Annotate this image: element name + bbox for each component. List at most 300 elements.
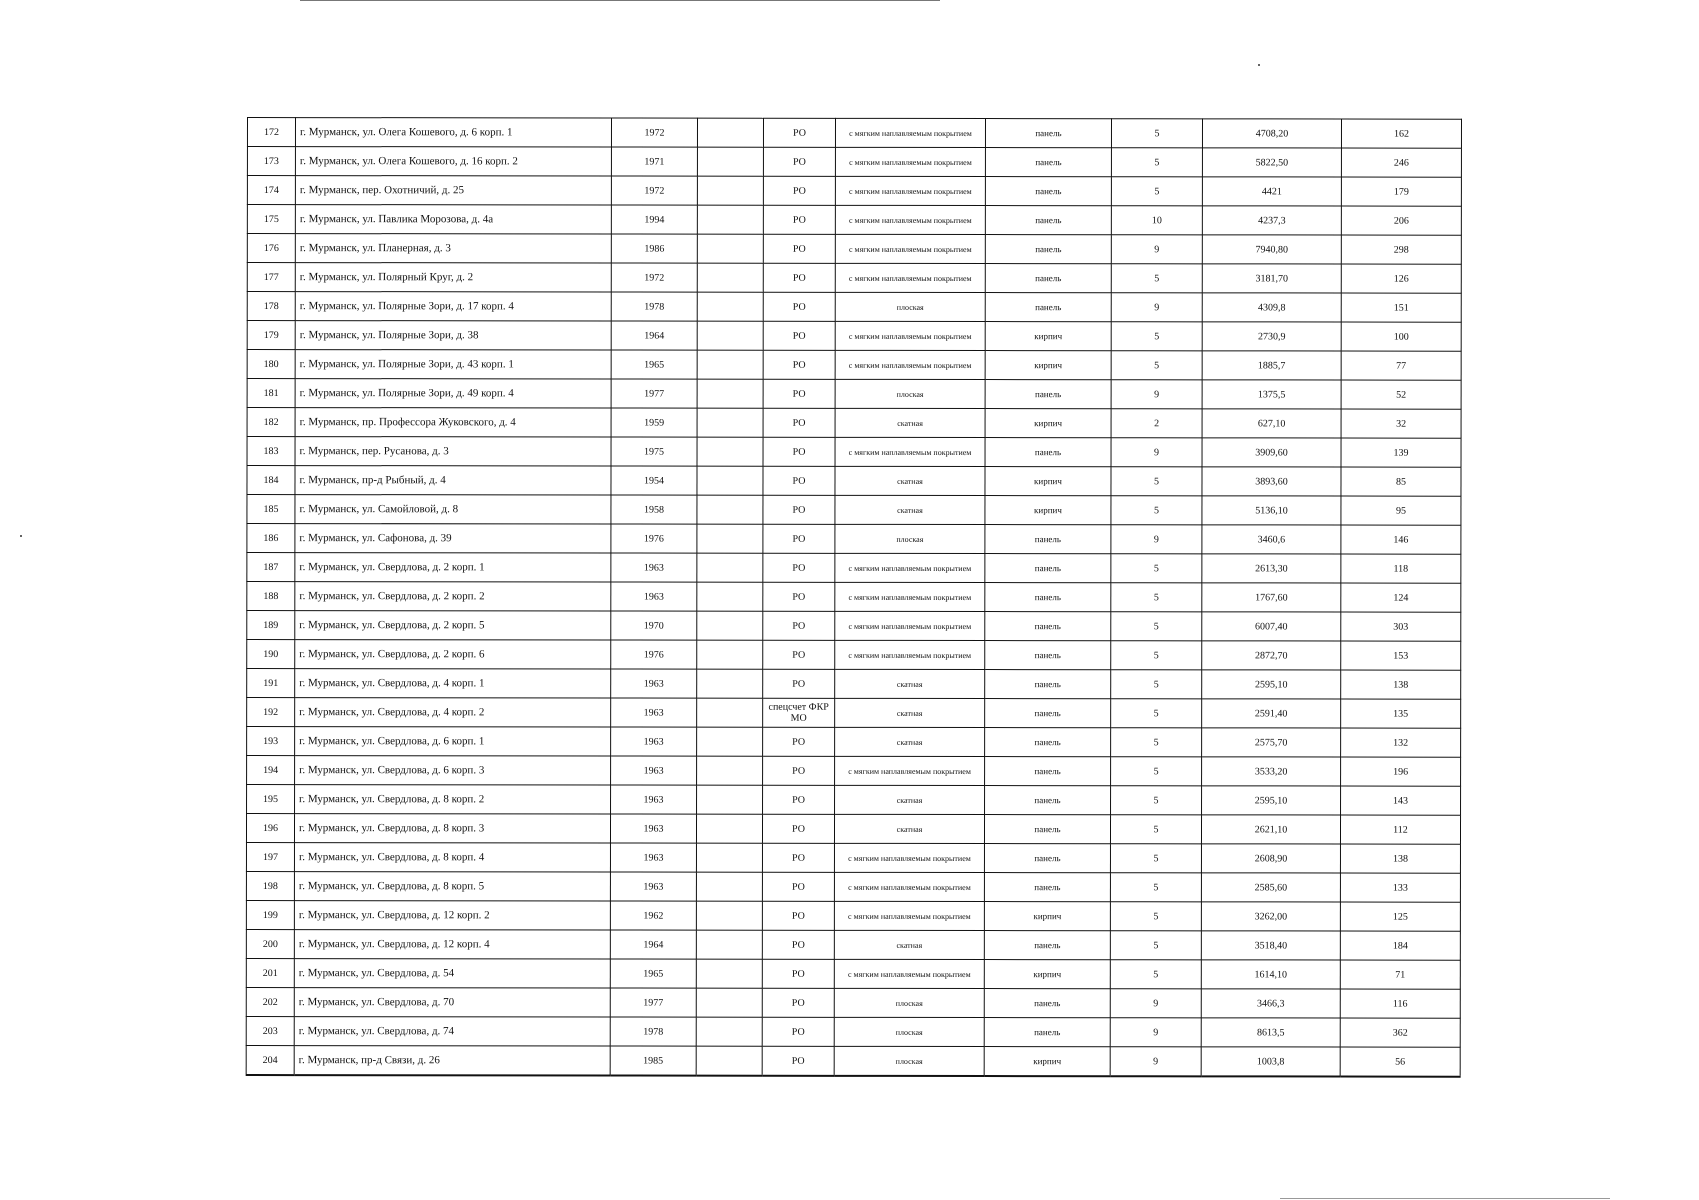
cell-residents: 85: [1341, 467, 1461, 496]
table-row: [246, 814, 1460, 845]
cell-area: 2730,9: [1202, 322, 1341, 351]
cell-wall-material: панель: [985, 583, 1111, 612]
cell-row-number: 198: [246, 871, 294, 900]
cell-roof-type: скатная: [835, 408, 985, 437]
cell-address: г. Мурманск, ул. Полярные Зори, д. 17 корп. 4: [295, 292, 611, 321]
cell-wall-material: панель: [985, 612, 1111, 641]
cell-wall-material: панель: [984, 931, 1110, 960]
cell-address: г. Мурманск, ул. Олега Кошевого, д. 16 корп. 2: [295, 147, 611, 176]
cell-row-number: 195: [247, 785, 295, 814]
cell-residents: 71: [1340, 960, 1460, 989]
table-row: [247, 524, 1461, 555]
cell-residents: 32: [1341, 409, 1461, 438]
table-row: [247, 176, 1461, 207]
table-row: [247, 785, 1461, 816]
cell-floors: 5: [1111, 670, 1202, 699]
table-row: [246, 871, 1460, 902]
table-row: [247, 669, 1461, 700]
cell-roof-type: плоская: [835, 524, 985, 553]
cell-area: 2585,60: [1201, 873, 1340, 902]
cell-roof-type: плоская: [835, 379, 985, 408]
table-row: [247, 640, 1461, 671]
cell-address: г. Мурманск, ул. Свердлова, д. 4 корп. 1: [295, 669, 611, 698]
cell-empty: [697, 379, 763, 408]
cell-area: 4708,20: [1202, 119, 1341, 148]
table-row: [247, 698, 1461, 729]
cell-fund-method: РО: [763, 640, 835, 669]
scan-speck: [20, 535, 22, 537]
cell-row-number: 191: [247, 669, 295, 698]
cell-area: 1375,5: [1202, 380, 1341, 409]
cell-residents: 138: [1341, 670, 1461, 699]
cell-residents: 153: [1341, 641, 1461, 670]
cell-empty: [697, 785, 763, 814]
cell-wall-material: кирпич: [985, 351, 1111, 380]
cell-residents: 133: [1340, 873, 1460, 902]
table-row: [247, 495, 1461, 526]
table-row: [247, 466, 1461, 497]
cell-address: г. Мурманск, ул. Свердлова, д. 6 корп. 1: [295, 727, 611, 756]
cell-residents: 112: [1340, 815, 1460, 844]
table-row: [247, 321, 1461, 352]
cell-fund-method: РО: [762, 1017, 834, 1046]
cell-row-number: 184: [247, 466, 295, 495]
cell-fund-method: РО: [763, 582, 835, 611]
cell-empty: [697, 147, 763, 176]
cell-year-built: 1963: [611, 785, 697, 814]
cell-address: г. Мурманск, ул. Свердлова, д. 2 корп. 6: [295, 640, 611, 669]
cell-area: 8613,5: [1201, 1018, 1340, 1047]
cell-floors: 5: [1110, 960, 1201, 989]
cell-floors: 5: [1111, 264, 1202, 293]
cell-fund-method: РО: [763, 176, 835, 205]
cell-wall-material: панель: [985, 235, 1111, 264]
cell-wall-material: кирпич: [985, 467, 1111, 496]
cell-address: г. Мурманск, пр. Профессора Жуковского, д. 4: [295, 408, 611, 437]
cell-roof-type: с мягким наплавляемым покрытием: [835, 756, 985, 785]
cell-fund-method: РО: [763, 292, 835, 321]
cell-floors: 9: [1111, 235, 1202, 264]
cell-address: г. Мурманск, ул. Полярные Зори, д. 49 корп. 4: [295, 379, 611, 408]
cell-empty: [697, 582, 763, 611]
cell-wall-material: панель: [984, 815, 1110, 844]
cell-residents: 362: [1340, 1018, 1460, 1047]
cell-wall-material: панель: [985, 293, 1111, 322]
cell-residents: 77: [1341, 351, 1461, 380]
cell-area: 3533,20: [1202, 757, 1341, 786]
cell-residents: 303: [1341, 612, 1461, 641]
cell-wall-material: панель: [984, 844, 1110, 873]
cell-fund-method: РО: [763, 524, 835, 553]
cell-year-built: 1985: [610, 1046, 696, 1076]
table-row: [246, 1016, 1460, 1047]
cell-year-built: 1963: [611, 582, 697, 611]
cell-floors: 5: [1110, 844, 1201, 873]
cell-row-number: 181: [247, 379, 295, 408]
cell-roof-type: скатная: [835, 698, 985, 727]
cell-fund-method: РО: [762, 1046, 834, 1076]
cell-fund-method: РО: [762, 872, 834, 901]
cell-residents: 95: [1341, 496, 1461, 525]
cell-wall-material: панель: [985, 119, 1111, 148]
cell-empty: [697, 408, 763, 437]
cell-area: 2595,10: [1202, 786, 1341, 815]
cell-floors: 9: [1111, 525, 1202, 554]
cell-residents: 132: [1341, 728, 1461, 757]
cell-residents: 196: [1341, 757, 1461, 786]
cell-empty: [697, 698, 763, 727]
cell-year-built: 1971: [611, 147, 697, 176]
cell-row-number: 188: [247, 582, 295, 611]
cell-roof-type: с мягким наплавляемым покрытием: [835, 582, 985, 611]
cell-address: г. Мурманск, ул. Олега Кошевого, д. 6 корп. 1: [295, 118, 611, 147]
cell-fund-method: РО: [762, 959, 834, 988]
cell-year-built: 1964: [610, 930, 696, 959]
cell-area: 4237,3: [1202, 206, 1341, 235]
cell-area: 1003,8: [1201, 1047, 1340, 1077]
cell-residents: 124: [1341, 583, 1461, 612]
cell-floors: 9: [1110, 1047, 1201, 1077]
cell-wall-material: панель: [985, 148, 1111, 177]
cell-year-built: 1963: [610, 843, 696, 872]
cell-fund-method: РО: [763, 205, 835, 234]
cell-residents: 135: [1341, 699, 1461, 728]
table-row: [247, 350, 1461, 381]
cell-roof-type: плоская: [834, 1046, 984, 1076]
cell-residents: 139: [1341, 438, 1461, 467]
cell-fund-method: РО: [762, 814, 834, 843]
cell-address: г. Мурманск, ул. Свердлова, д. 12 корп. 4: [294, 930, 610, 959]
cell-row-number: 200: [246, 929, 294, 958]
cell-roof-type: с мягким наплавляемым покрытием: [835, 205, 985, 234]
cell-fund-method: РО: [763, 234, 835, 263]
cell-area: 5136,10: [1202, 496, 1341, 525]
cell-wall-material: панель: [985, 670, 1111, 699]
cell-floors: 5: [1111, 496, 1202, 525]
cell-area: 3466,3: [1201, 989, 1340, 1018]
cell-row-number: 179: [247, 321, 295, 350]
cell-empty: [697, 466, 763, 495]
cell-roof-type: с мягким наплавляемым покрытием: [835, 118, 985, 147]
cell-residents: 56: [1340, 1047, 1460, 1077]
cell-area: 2872,70: [1202, 641, 1341, 670]
cell-area: 1767,60: [1202, 583, 1341, 612]
cell-row-number: 178: [247, 292, 295, 321]
cell-empty: [697, 611, 763, 640]
cell-floors: 5: [1111, 583, 1202, 612]
cell-roof-type: скатная: [834, 930, 984, 959]
cell-year-built: 1964: [611, 321, 697, 350]
cell-year-built: 1986: [611, 234, 697, 263]
cell-address: г. Мурманск, ул. Планерная, д. 3: [295, 234, 611, 263]
cell-residents: 246: [1341, 148, 1461, 177]
scan-speck: [1258, 64, 1260, 66]
cell-floors: 5: [1110, 931, 1201, 960]
cell-floors: 5: [1111, 786, 1202, 815]
cell-year-built: 1959: [611, 408, 697, 437]
cell-roof-type: с мягким наплавляемым покрытием: [835, 234, 985, 263]
cell-wall-material: панель: [985, 177, 1111, 206]
cell-residents: 184: [1340, 931, 1460, 960]
cell-year-built: 1975: [611, 437, 697, 466]
cell-address: г. Мурманск, ул. Свердлова, д. 2 корп. 2: [295, 582, 611, 611]
cell-address: г. Мурманск, ул. Павлика Морозова, д. 4а: [295, 205, 611, 234]
cell-area: 2621,10: [1201, 815, 1340, 844]
cell-wall-material: панель: [985, 380, 1111, 409]
table-row: [247, 379, 1461, 410]
cell-fund-method: РО: [762, 930, 834, 959]
cell-floors: 5: [1111, 119, 1202, 148]
cell-fund-method: РО: [763, 263, 835, 292]
cell-row-number: 177: [247, 263, 295, 292]
cell-roof-type: скатная: [835, 727, 985, 756]
cell-fund-method: РО: [763, 147, 835, 176]
table-row: [247, 553, 1461, 584]
cell-area: 3181,70: [1202, 264, 1341, 293]
cell-year-built: 1994: [611, 205, 697, 234]
cell-residents: 125: [1340, 902, 1460, 931]
cell-year-built: 1978: [611, 292, 697, 321]
cell-row-number: 186: [247, 524, 295, 553]
cell-row-number: 182: [247, 408, 295, 437]
cell-year-built: 1963: [611, 756, 697, 785]
cell-roof-type: скатная: [835, 466, 985, 495]
cell-row-number: 192: [247, 698, 295, 727]
cell-row-number: 193: [247, 727, 295, 756]
cell-empty: [697, 263, 763, 292]
cell-roof-type: с мягким наплавляемым покрытием: [835, 263, 985, 292]
cell-row-number: 199: [246, 900, 294, 929]
cell-roof-type: скатная: [835, 669, 985, 698]
cell-area: 4309,8: [1202, 293, 1341, 322]
cell-floors: 9: [1111, 293, 1202, 322]
cell-residents: 143: [1341, 786, 1461, 815]
cell-address: г. Мурманск, ул. Полярный Круг, д. 2: [295, 263, 611, 292]
cell-wall-material: панель: [985, 554, 1111, 583]
cell-address: г. Мурманск, ул. Самойловой, д. 8: [295, 495, 611, 524]
cell-address: г. Мурманск, ул. Свердлова, д. 8 корп. 5: [294, 872, 610, 901]
cell-wall-material: панель: [984, 873, 1110, 902]
cell-area: 2591,40: [1202, 699, 1341, 728]
cell-address: г. Мурманск, пр-д Рыбный, д. 4: [295, 466, 611, 495]
cell-floors: 5: [1111, 322, 1202, 351]
cell-empty: [696, 988, 762, 1017]
cell-row-number: 180: [247, 350, 295, 379]
cell-row-number: 176: [247, 234, 295, 263]
cell-area: 6007,40: [1202, 612, 1341, 641]
cell-floors: 5: [1111, 757, 1202, 786]
cell-floors: 5: [1111, 728, 1202, 757]
cell-empty: [696, 901, 762, 930]
cell-address: г. Мурманск, ул. Свердлова, д. 2 корп. 5: [295, 611, 611, 640]
cell-roof-type: с мягким наплавляемым покрытием: [835, 321, 985, 350]
cell-empty: [697, 321, 763, 350]
cell-address: г. Мурманск, ул. Сафонова, д. 39: [295, 524, 611, 553]
cell-year-built: 1978: [610, 1017, 696, 1046]
cell-residents: 116: [1340, 989, 1460, 1018]
cell-residents: 146: [1341, 525, 1461, 554]
cell-empty: [697, 756, 763, 785]
cell-row-number: 172: [247, 118, 295, 147]
cell-year-built: 1963: [610, 814, 696, 843]
table-row: [247, 263, 1461, 294]
cell-wall-material: кирпич: [985, 496, 1111, 525]
housing-registry-table: [246, 117, 1462, 1078]
cell-floors: 5: [1111, 612, 1202, 641]
cell-floors: 5: [1111, 351, 1202, 380]
cell-year-built: 1972: [611, 263, 697, 292]
cell-fund-method: РО: [763, 466, 835, 495]
cell-roof-type: с мягким наплавляемым покрытием: [835, 147, 985, 176]
cell-roof-type: с мягким наплавляемым покрытием: [834, 901, 984, 930]
cell-fund-method: РО: [763, 321, 835, 350]
cell-year-built: 1963: [611, 553, 697, 582]
cell-fund-method: РО: [763, 727, 835, 756]
cell-address: г. Мурманск, ул. Свердлова, д. 4 корп. 2: [295, 698, 611, 727]
cell-year-built: 1976: [611, 524, 697, 553]
table-row: [247, 205, 1461, 236]
cell-year-built: 1977: [610, 988, 696, 1017]
table-row: [246, 900, 1460, 931]
cell-row-number: 201: [246, 958, 294, 987]
cell-fund-method: РО: [763, 408, 835, 437]
cell-empty: [696, 1046, 762, 1076]
cell-address: г. Мурманск, ул. Свердлова, д. 74: [294, 1017, 610, 1046]
cell-fund-method: РО: [763, 669, 835, 698]
cell-year-built: 1963: [611, 727, 697, 756]
table-row: [247, 147, 1461, 178]
cell-year-built: 1963: [611, 698, 697, 727]
cell-wall-material: панель: [985, 641, 1111, 670]
cell-roof-type: с мягким наплавляемым покрытием: [835, 553, 985, 582]
cell-fund-method: РО: [763, 611, 835, 640]
cell-wall-material: панель: [985, 264, 1111, 293]
table-row: [247, 727, 1461, 758]
cell-residents: 118: [1341, 554, 1461, 583]
cell-address: г. Мурманск, ул. Свердлова, д. 12 корп. 2: [294, 901, 610, 930]
cell-empty: [697, 669, 763, 698]
cell-wall-material: панель: [985, 728, 1111, 757]
cell-year-built: 1963: [610, 872, 696, 901]
cell-area: 2613,30: [1202, 554, 1341, 583]
cell-fund-method: РО: [762, 988, 834, 1017]
cell-year-built: 1972: [611, 118, 697, 147]
cell-empty: [697, 350, 763, 379]
cell-row-number: 196: [246, 814, 294, 843]
table-row: [246, 929, 1460, 960]
cell-residents: 52: [1341, 380, 1461, 409]
cell-floors: 10: [1111, 206, 1202, 235]
cell-address: г. Мурманск, ул. Свердлова, д. 8 корп. 4: [294, 843, 610, 872]
cell-address: г. Мурманск, ул. Свердлова, д. 70: [294, 988, 610, 1017]
cell-fund-method: РО: [763, 437, 835, 466]
table-row: [247, 582, 1461, 613]
cell-row-number: 189: [247, 611, 295, 640]
cell-roof-type: плоская: [834, 988, 984, 1017]
cell-area: 2595,10: [1202, 670, 1341, 699]
cell-roof-type: с мягким наплавляемым покрытием: [835, 176, 985, 205]
cell-row-number: 204: [246, 1045, 294, 1075]
table-body: [246, 118, 1461, 1077]
cell-floors: 2: [1111, 409, 1202, 438]
cell-wall-material: панель: [984, 1018, 1110, 1047]
cell-empty: [696, 814, 762, 843]
cell-residents: 179: [1341, 177, 1461, 206]
cell-empty: [697, 234, 763, 263]
cell-fund-method: РО: [763, 785, 835, 814]
cell-address: г. Мурманск, ул. Полярные Зори, д. 38: [295, 321, 611, 350]
cell-floors: 5: [1111, 641, 1202, 670]
cell-floors: 5: [1110, 873, 1201, 902]
cell-floors: 5: [1111, 699, 1202, 728]
cell-row-number: 194: [247, 756, 295, 785]
cell-fund-method: РО: [763, 495, 835, 524]
cell-fund-method: РО: [763, 118, 835, 147]
cell-wall-material: кирпич: [984, 960, 1110, 989]
cell-empty: [697, 176, 763, 205]
table-row: [247, 408, 1461, 439]
cell-area: 1885,7: [1202, 351, 1341, 380]
cell-area: 7940,80: [1202, 235, 1341, 264]
cell-fund-method: РО: [763, 553, 835, 582]
cell-fund-method: РО: [763, 379, 835, 408]
scan-artifact-top: [300, 0, 940, 1]
cell-row-number: 185: [247, 495, 295, 524]
cell-floors: 5: [1111, 554, 1202, 583]
cell-roof-type: с мягким наплавляемым покрытием: [835, 350, 985, 379]
cell-area: 3518,40: [1201, 931, 1340, 960]
cell-empty: [696, 843, 762, 872]
table-row: [247, 292, 1461, 323]
cell-address: г. Мурманск, пр-д Связи, д. 26: [294, 1046, 610, 1076]
cell-empty: [697, 118, 763, 147]
cell-residents: 126: [1341, 264, 1461, 293]
cell-fund-method: РО: [763, 350, 835, 379]
cell-row-number: 183: [247, 437, 295, 466]
cell-area: 3909,60: [1202, 438, 1341, 467]
cell-fund-method: спецсчет ФКР МО: [763, 698, 835, 727]
cell-wall-material: панель: [985, 757, 1111, 786]
cell-empty: [697, 727, 763, 756]
cell-fund-method: РО: [762, 901, 834, 930]
cell-wall-material: кирпич: [985, 409, 1111, 438]
cell-empty: [697, 437, 763, 466]
table-row: [247, 118, 1461, 149]
cell-roof-type: плоская: [835, 292, 985, 321]
cell-roof-type: с мягким наплавляемым покрытием: [835, 611, 985, 640]
cell-roof-type: с мягким наплавляемым покрытием: [834, 843, 984, 872]
cell-area: 2608,90: [1201, 844, 1340, 873]
table-row: [246, 987, 1460, 1018]
table-row: [247, 437, 1461, 468]
cell-residents: 206: [1341, 206, 1461, 235]
cell-floors: 9: [1111, 438, 1202, 467]
scan-artifact-bottom: [1280, 1198, 1610, 1199]
cell-floors: 5: [1111, 467, 1202, 496]
cell-year-built: 1958: [611, 495, 697, 524]
cell-residents: 100: [1341, 322, 1461, 351]
cell-address: г. Мурманск, пер. Русанова, д. 3: [295, 437, 611, 466]
table-row: [246, 843, 1460, 874]
table-row: [247, 234, 1461, 265]
cell-row-number: 174: [247, 176, 295, 205]
cell-residents: 138: [1340, 844, 1460, 873]
cell-wall-material: кирпич: [984, 1047, 1110, 1077]
cell-address: г. Мурманск, ул. Свердлова, д. 8 корп. 2: [295, 785, 611, 814]
cell-area: 2575,70: [1202, 728, 1341, 757]
cell-residents: 298: [1341, 235, 1461, 264]
cell-wall-material: кирпич: [985, 322, 1111, 351]
